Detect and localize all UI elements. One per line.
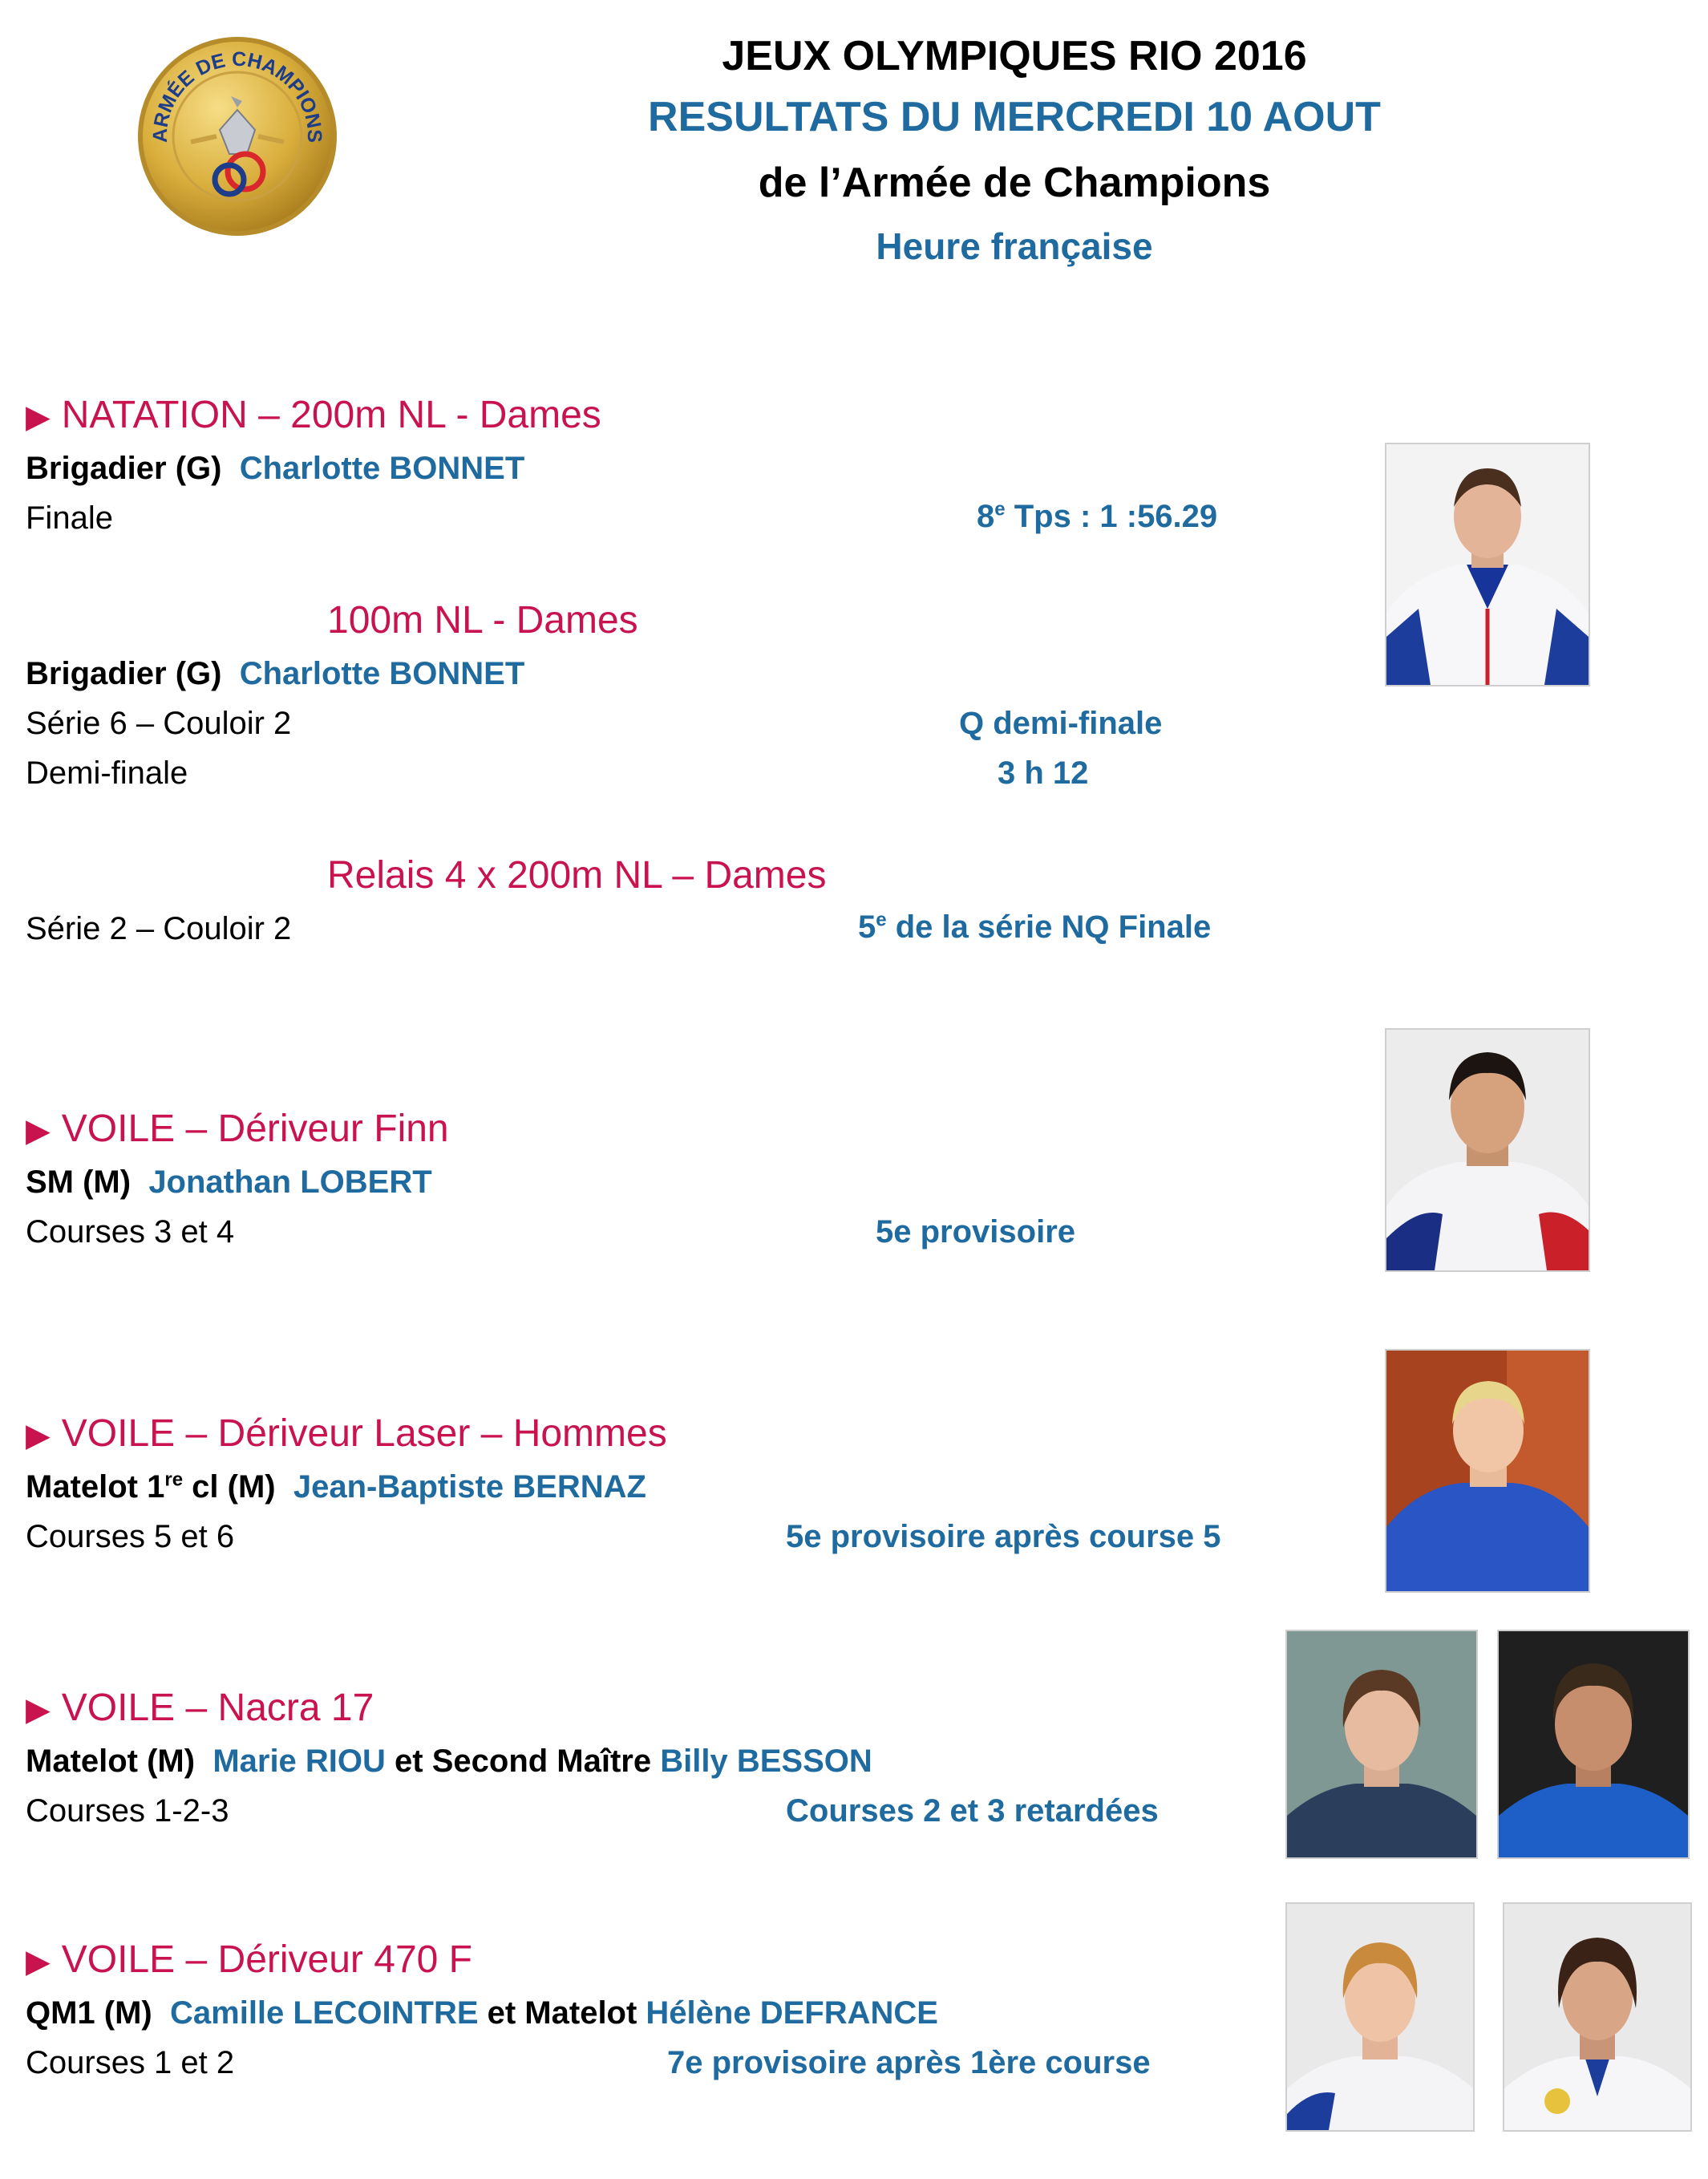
row-result: 5e provisoire après course 5 bbox=[786, 1519, 1221, 1554]
athlete-photo bbox=[1285, 1630, 1478, 1859]
section-title-470f: ▶ VOILE – Dériveur 470 F bbox=[26, 1938, 472, 1981]
page-title: JEUX OLYMPIQUES RIO 2016 bbox=[722, 33, 1307, 79]
section-title-laser: ▶ VOILE – Dériveur Laser – Hommes bbox=[26, 1412, 667, 1455]
athlete-photo bbox=[1385, 1349, 1590, 1593]
event-title: 100m NL - Dames bbox=[327, 599, 638, 642]
page-subtitle-2: de l’Armée de Champions bbox=[758, 160, 1271, 206]
row-label: Courses 5 et 6 bbox=[26, 1519, 235, 1554]
event-title: Relais 4 x 200m NL – Dames bbox=[327, 854, 827, 897]
athlete-line: Brigadier (G) Charlotte BONNET bbox=[26, 451, 525, 486]
row-label: Série 2 – Couloir 2 bbox=[26, 911, 292, 946]
athlete-line: Brigadier (G) Charlotte BONNET bbox=[26, 656, 525, 691]
athlete-line: QM1 (M) Camille LECOINTRE et Matelot Hélène DEFRANCE bbox=[26, 1995, 938, 2031]
time-note: Heure française bbox=[876, 225, 1153, 267]
athlete-photo bbox=[1503, 1902, 1692, 2132]
athlete-photo bbox=[1385, 443, 1590, 687]
triangle-right-icon: ▶ bbox=[26, 1113, 51, 1148]
triangle-right-icon: ▶ bbox=[26, 1944, 51, 1979]
row-label: Finale bbox=[26, 500, 113, 536]
armee-de-champions-logo bbox=[135, 34, 340, 239]
row-label: Courses 3 et 4 bbox=[26, 1214, 235, 1249]
section-title-nacra: ▶ VOILE – Nacra 17 bbox=[26, 1687, 374, 1729]
athlete-line: Matelot (M) Marie RIOU et Second Maître Billy BESSON bbox=[26, 1744, 872, 1779]
athlete-photo bbox=[1497, 1630, 1690, 1859]
section-title-finn: ▶ VOILE – Dériveur Finn bbox=[26, 1108, 449, 1150]
row-label: Courses 1-2-3 bbox=[26, 1793, 229, 1829]
row-result: Courses 2 et 3 retardées bbox=[786, 1793, 1159, 1829]
triangle-right-icon: ▶ bbox=[26, 399, 51, 435]
row-result: 5e de la série NQ Finale bbox=[858, 909, 1212, 945]
row-label: Demi-finale bbox=[26, 755, 188, 791]
row-label: Série 6 – Couloir 2 bbox=[26, 706, 292, 741]
row-result: 3 h 12 bbox=[998, 755, 1089, 791]
row-result: 7e provisoire après 1ère course bbox=[667, 2045, 1151, 2080]
athlete-photo bbox=[1385, 1028, 1590, 1272]
athlete-photo bbox=[1285, 1902, 1475, 2132]
athlete-line: Matelot 1re cl (M) Jean-Baptiste BERNAZ bbox=[26, 1468, 646, 1505]
triangle-right-icon: ▶ bbox=[26, 1418, 51, 1453]
row-result: Q demi-finale bbox=[959, 706, 1163, 741]
page-subtitle: RESULTATS DU MERCREDI 10 AOUT bbox=[648, 94, 1381, 140]
athlete-line: SM (M) Jonathan LOBERT bbox=[26, 1164, 432, 1200]
row-result: 5e provisoire bbox=[876, 1214, 1076, 1249]
row-label: Courses 1 et 2 bbox=[26, 2045, 235, 2080]
triangle-right-icon: ▶ bbox=[26, 1692, 51, 1727]
svg-text:ARMÉE DE CHAMPIONS: ARMÉE DE CHAMPIONS bbox=[148, 47, 326, 144]
row-result: 8e Tps : 1 :56.29 bbox=[977, 498, 1218, 534]
section-title-natation: ▶ NATATION – 200m NL - Dames bbox=[26, 394, 601, 436]
